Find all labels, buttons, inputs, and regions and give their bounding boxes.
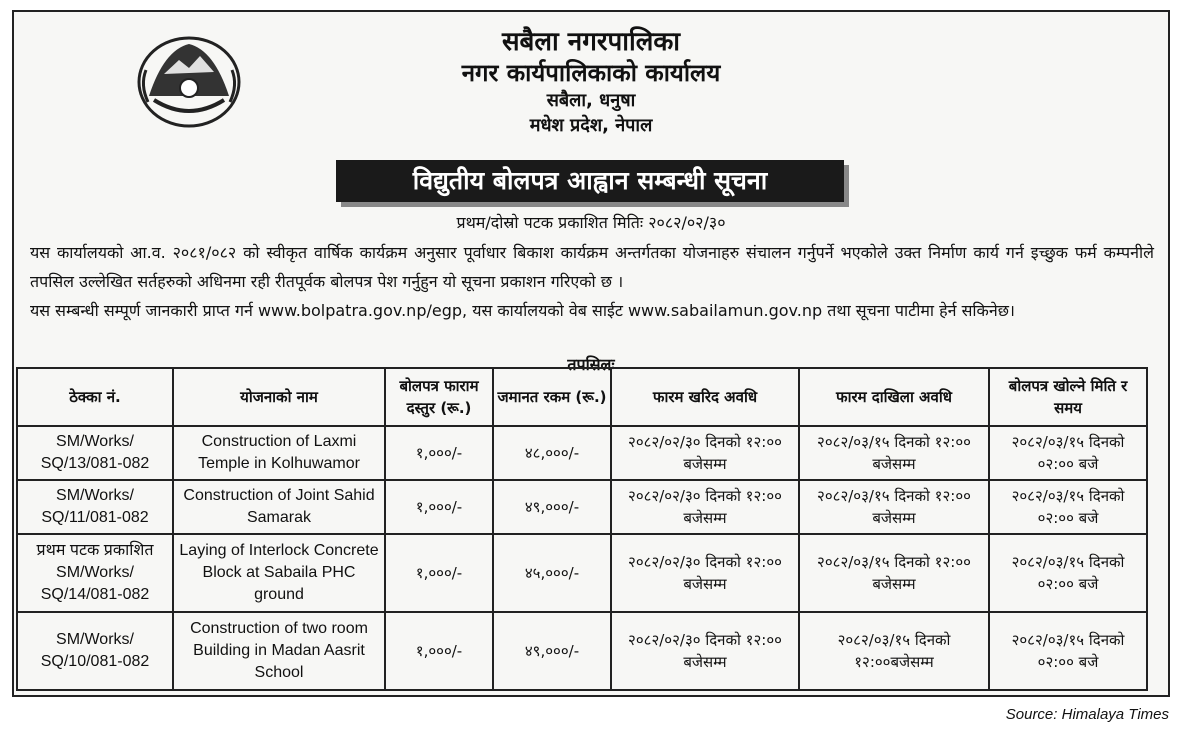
published-date: प्रथम/दोस्रो पटक प्रकाशित मितिः २०८२/०२/३० (456, 213, 726, 232)
table-row (17, 612, 1147, 690)
opening-date-cell: २०८२/०३/१५ दिनको ०२:०० बजे (989, 480, 1147, 534)
security-amount-cell: ४८,०००/- (493, 426, 611, 480)
security-amount-cell: ४५,०००/- (493, 534, 611, 612)
opening-date-cell: २०८२/०३/१५ दिनको ०२:०० बजे (989, 426, 1147, 480)
submission-period-cell: २०८२/०३/१५ दिनको १२:०० बजेसम्म (799, 426, 989, 480)
purchase-period-cell: २०८२/०२/३० दिनको १२:०० बजेसम्म (611, 480, 799, 534)
opening-date-cell: २०८२/०३/१५ दिनको ०२:०० बजे (989, 612, 1147, 690)
office-province: मधेश प्रदेश, नेपाल (529, 115, 653, 136)
tapasil-label: तपसिलः (567, 355, 615, 374)
purchase-period-cell: २०८२/०२/३० दिनको १२:०० बजेसम्म (611, 426, 799, 480)
header-contract-no: ठेक्का नं. (17, 368, 173, 426)
project-name-cell: Construction of Joint Sahid Samarak (173, 480, 385, 534)
form-fee-cell: १,०००/- (385, 612, 493, 690)
body-paragraph: यस कार्यालयको आ.व. २०८१/०८२ को स्वीकृत वार्षिक कार्यक्रम अनुसार पूर्वाधार बिकाश कार्यक्रम अन्तर्गतका योजनाहरु संचालन गर्नुपर्ने भएकोले उक्त निर्माण कार्य गर्न इच्छुक फर्म कम्पनीले तपसिल उल्लेखित सर्तहरुको अधिनमा रही रीतपूर्वक बोलपत्र पेश गर्नुहुन यो सूचना प्रकाशन गरिएको छ । (30, 243, 1154, 291)
header-opening-date: बोलपत्र खोल्ने मिति र समय (989, 368, 1147, 426)
project-name-cell: Construction of Laxmi Temple in Kolhuwamor (173, 426, 385, 480)
table-header-row (17, 368, 1147, 426)
header-form-fee: बोलपत्र फाराम दस्तुर (रू.) (385, 368, 493, 426)
table-row (17, 480, 1147, 534)
notice-body (30, 238, 1154, 325)
header-purchase-period: फारम खरिद अवधि (611, 368, 799, 426)
table-row (17, 426, 1147, 480)
project-name-cell: Laying of Interlock Concrete Block at Sabaila PHC ground (173, 534, 385, 612)
header-security-amount: जमानत रकम (रू.) (493, 368, 611, 426)
header-submission-period: फारम दाखिला अवधि (799, 368, 989, 426)
body-paragraph: यस सम्बन्धी सम्पूर्ण जानकारी प्राप्त गर्न www.bolpatra.gov.np/egp, यस कार्यालयको वेब साईट www.sabailamun.gov.np तथा सूचना पाटीमा हेर्न सकिनेछ। (30, 301, 1015, 320)
office-header (14, 26, 1168, 138)
contract-no-cell: SM/Works/ SQ/10/081-082 (17, 612, 173, 690)
submission-period-cell: २०८२/०३/१५ दिनको १२:०० बजेसम्म (799, 534, 989, 612)
notice-title: विद्युतीय बोलपत्र आह्वान सम्बन्धी सूचना (336, 160, 844, 202)
submission-period-cell: २०८२/०३/१५ दिनको १२:०० बजेसम्म (799, 480, 989, 534)
source-credit: Source: Himalaya Times (1005, 706, 1169, 723)
security-amount-cell: ४९,०००/- (493, 612, 611, 690)
project-name-cell: Construction of two room Building in Madan Aasrit School (173, 612, 385, 690)
table-row (17, 534, 1147, 612)
office-location: सबैला, धनुषा (546, 90, 636, 111)
office-name: नगर कार्यपालिकाको कार्यालय (461, 59, 721, 87)
purchase-period-cell: २०८२/०२/३० दिनको १२:०० बजेसम्म (611, 534, 799, 612)
municipality-name: सबैला नगरपालिका (501, 27, 681, 57)
contract-no-cell: SM/Works/ SQ/13/081-082 (17, 426, 173, 480)
form-fee-cell: १,०००/- (385, 534, 493, 612)
form-fee-cell: १,०००/- (385, 480, 493, 534)
header-project-name: योजनाको नाम (173, 368, 385, 426)
contract-no-cell: SM/Works/ SQ/11/081-082 (17, 480, 173, 534)
opening-date-cell: २०८२/०३/१५ दिनको ०२:०० बजे (989, 534, 1147, 612)
submission-period-cell: २०८२/०३/१५ दिनको १२:००बजेसम्म (799, 612, 989, 690)
security-amount-cell: ४९,०००/- (493, 480, 611, 534)
form-fee-cell: १,०००/- (385, 426, 493, 480)
purchase-period-cell: २०८२/०२/३० दिनको १२:०० बजेसम्म (611, 612, 799, 690)
tender-table (16, 367, 1148, 691)
contract-no-cell: प्रथम पटक प्रकाशित SM/Works/ SQ/14/081-082 (17, 534, 173, 612)
